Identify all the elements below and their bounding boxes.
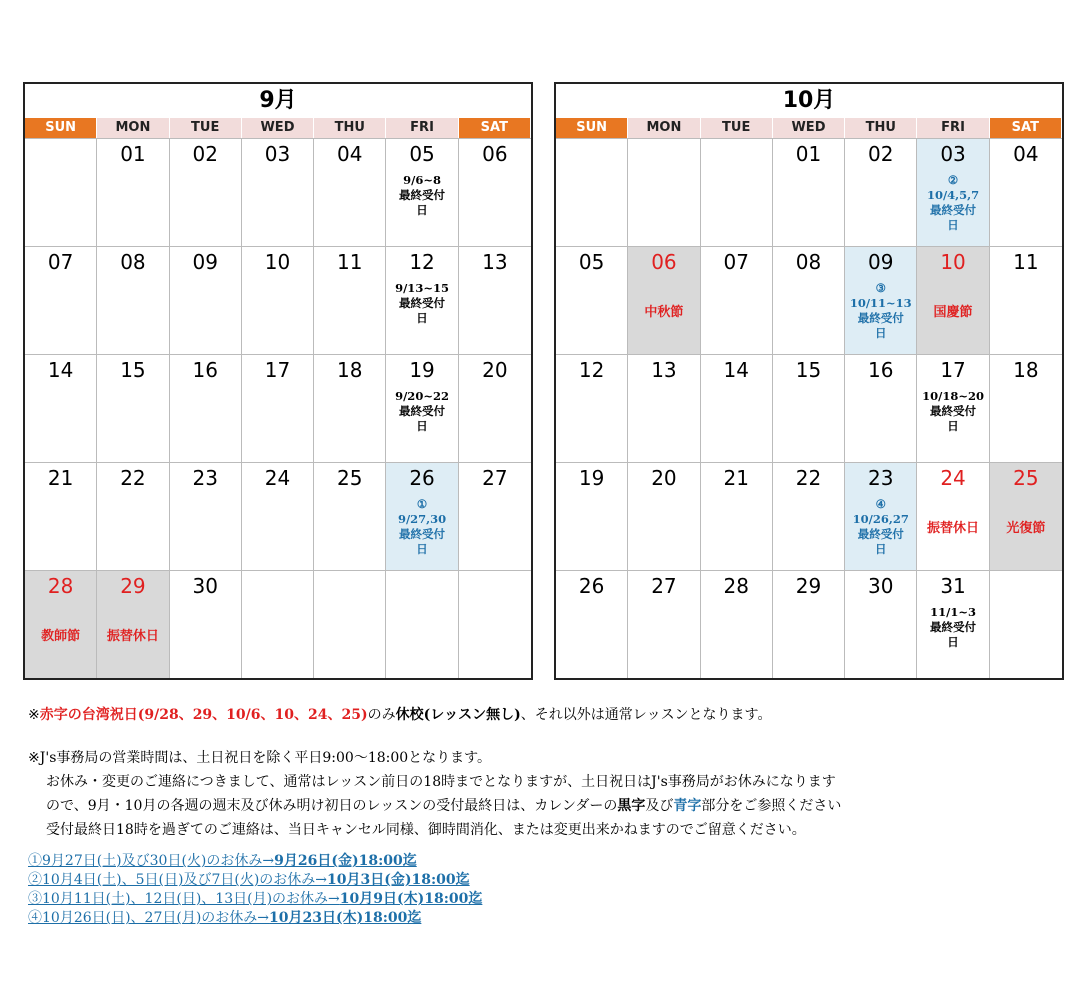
holiday-label: 振替休日 (927, 521, 980, 536)
day-cell (242, 355, 314, 462)
link-text: ②10月4日(土)、5日(日)及び7日(火)のお休み→ (28, 872, 328, 888)
day-cell (701, 463, 773, 570)
september-calendar (23, 82, 533, 680)
day-number: 04 (337, 142, 363, 166)
weekday-mon: MON (628, 118, 700, 138)
day-number: 26 (578, 574, 605, 598)
day-cell (845, 355, 917, 462)
weekday-wed: WED (242, 118, 314, 138)
weekday-thu: THU (845, 118, 917, 138)
calendar-grid (556, 138, 1062, 678)
day-number: 22 (120, 466, 146, 490)
day-number: 18 (337, 358, 363, 382)
weekday-wed: WED (773, 118, 845, 138)
day-number: 14 (47, 358, 74, 382)
holiday-label: 国慶節 (933, 305, 973, 320)
day-number: 30 (192, 574, 218, 598)
day-cell (459, 247, 531, 354)
day-cell (701, 355, 773, 462)
day-number: 25 (1013, 466, 1039, 490)
deadline-note: ④ 10/26,27 最終受付 日 (852, 497, 909, 556)
note-tail: 、それ以外は通常レッスンとなります。 (520, 707, 772, 723)
empty-cell (556, 139, 628, 246)
day-number: 02 (192, 142, 218, 166)
link-text: ①9月27日(土)及び30日(火)のお休み→ (28, 853, 275, 869)
day-number: 08 (120, 250, 146, 274)
weekday-tue: TUE (701, 118, 773, 138)
day-number: 11 (1013, 250, 1039, 274)
week-row (25, 138, 531, 246)
day-number: 09 (192, 250, 218, 274)
week-row (25, 570, 531, 678)
day-cell (97, 139, 169, 246)
day-number: 29 (120, 574, 146, 598)
office-line-2: お休み・変更のご連絡につきまして、通常はレッスン前日の18時までとなりますが、土日祝日はJ's事務局がお休みになります (46, 774, 836, 790)
week-row (556, 570, 1062, 678)
deadline-note: 9/20~22 最終受付 日 (395, 389, 449, 433)
day-number: 10 (940, 250, 966, 274)
day-cell (170, 355, 242, 462)
day-cell (990, 139, 1062, 246)
weekday-sun: SUN (556, 118, 628, 138)
day-cell (845, 571, 917, 678)
weekday-tue: TUE (170, 118, 242, 138)
day-cell (242, 247, 314, 354)
month-title: 9月 (259, 88, 297, 113)
day-number: 22 (795, 466, 822, 490)
day-cell (97, 355, 169, 462)
office-line-1: ※J's事務局の営業時間は、土日祝日を除く平日9:00～18:00となります。 (28, 750, 492, 766)
empty-cell (386, 571, 458, 678)
deadline-note: ① 9/27,30 最終受付 日 (397, 497, 447, 556)
deadline-note: 9/13~15 最終受付 日 (395, 281, 449, 325)
october-calendar (554, 82, 1064, 680)
day-cell (25, 355, 97, 462)
day-cell (386, 247, 458, 354)
week-row (25, 462, 531, 570)
day-cell (556, 463, 628, 570)
day-cell (386, 139, 458, 246)
day-cell (314, 463, 386, 570)
day-cell (773, 571, 845, 678)
day-cell (917, 247, 989, 354)
week-row (25, 354, 531, 462)
day-number: 05 (409, 142, 435, 166)
day-cell (628, 355, 700, 462)
day-cell (628, 247, 700, 354)
week-row (556, 462, 1062, 570)
weekday-sat: SAT (990, 118, 1062, 138)
day-number: 30 (868, 574, 894, 598)
day-cell (773, 355, 845, 462)
office-line-4: 受付最終日18時を過ぎてのご連絡は、当日キャンセル同様、御時間消化、または変更出来かねますのでご留意ください。 (46, 822, 806, 838)
day-cell (917, 355, 989, 462)
day-cell (459, 355, 531, 462)
weekday-header (25, 118, 531, 138)
holiday-label: 振替休日 (106, 629, 159, 644)
day-cell (556, 355, 628, 462)
day-number: 03 (940, 142, 966, 166)
day-cell (773, 139, 845, 246)
empty-cell (990, 571, 1062, 678)
link-text: ③10月11日(土)、12日(日)、13日(月)のお休み→ (28, 891, 340, 907)
weekday-mon: MON (97, 118, 169, 138)
holiday-label: 光復節 (1006, 521, 1046, 536)
day-number: 23 (868, 466, 894, 490)
day-number: 28 (47, 574, 74, 598)
day-cell (25, 463, 97, 570)
month-title: 10月 (782, 88, 836, 113)
day-number: 01 (795, 142, 822, 166)
day-cell (917, 463, 989, 570)
calendar-grid (25, 138, 531, 678)
empty-cell (242, 571, 314, 678)
day-cell (917, 139, 989, 246)
link-deadline: 10月9日(木)18:00迄 (339, 891, 483, 907)
day-number: 21 (723, 466, 749, 490)
note-mark: ※ (28, 707, 40, 723)
day-number: 01 (120, 142, 146, 166)
day-cell (990, 247, 1062, 354)
day-cell (386, 355, 458, 462)
day-cell (25, 571, 97, 678)
day-number: 18 (1013, 358, 1039, 382)
day-cell (314, 355, 386, 462)
day-number: 27 (651, 574, 677, 598)
day-number: 28 (723, 574, 749, 598)
day-number: 13 (651, 358, 677, 382)
day-number: 03 (264, 142, 291, 166)
day-number: 29 (795, 574, 822, 598)
day-cell (773, 247, 845, 354)
holiday-label: 教師節 (41, 629, 81, 644)
day-cell (25, 247, 97, 354)
office-line-3 (28, 794, 1068, 818)
day-cell (628, 463, 700, 570)
day-number: 19 (409, 358, 435, 382)
day-cell (170, 571, 242, 678)
black-text-label: 黒字 (617, 798, 646, 814)
office-hours-note (28, 746, 1068, 842)
day-number: 04 (1013, 142, 1039, 166)
deadline-note: ② 10/4,5,7 最終受付 日 (926, 173, 980, 232)
note-mid: のみ (367, 707, 396, 723)
day-number: 13 (482, 250, 508, 274)
deadline-note: 10/18~20 最終受付 日 (922, 389, 984, 433)
deadline-link-2[interactable] (28, 871, 1068, 890)
empty-cell (628, 139, 700, 246)
day-number: 15 (120, 358, 146, 382)
closed-text: 休校(レッスン無し) (395, 707, 521, 723)
day-number: 19 (578, 466, 605, 490)
office-line-3-a: ので、9月・10月の各週の週末及び休み明け初日のレッスンの受付最終日は、カレンダーの (46, 798, 618, 814)
deadline-link-1[interactable] (28, 852, 1068, 871)
link-deadline: 9月26日(金)18:00迄 (274, 853, 417, 869)
deadline-note: ③ 10/11~13 最終受付 日 (849, 281, 912, 340)
holiday-note (28, 704, 1068, 724)
day-cell (170, 139, 242, 246)
day-number: 09 (868, 250, 894, 274)
office-and: 及び (645, 798, 674, 814)
weekday-thu: THU (314, 118, 386, 138)
office-line-3-b: 部分をご参照ください (701, 798, 842, 814)
day-cell (97, 463, 169, 570)
deadline-link-4[interactable] (28, 909, 1068, 928)
weekday-header (556, 118, 1062, 138)
empty-cell (25, 139, 97, 246)
day-number: 31 (940, 574, 966, 598)
day-number: 21 (47, 466, 74, 490)
link-text: ④10月26日(日)、27日(月)のお休み→ (28, 910, 270, 926)
day-cell (170, 463, 242, 570)
day-number: 07 (723, 250, 749, 274)
day-cell (97, 247, 169, 354)
day-cell (556, 247, 628, 354)
day-cell (386, 463, 458, 570)
day-cell (459, 139, 531, 246)
week-row (556, 138, 1062, 246)
day-number: 12 (578, 358, 605, 382)
day-number: 17 (940, 358, 966, 382)
day-cell (242, 463, 314, 570)
day-number: 20 (482, 358, 508, 382)
day-number: 14 (723, 358, 749, 382)
day-number: 23 (192, 466, 218, 490)
day-number: 11 (337, 250, 363, 274)
day-cell (773, 463, 845, 570)
day-cell (990, 463, 1062, 570)
day-number: 20 (651, 466, 677, 490)
day-cell (845, 463, 917, 570)
day-number: 02 (868, 142, 894, 166)
day-cell (314, 247, 386, 354)
day-number: 15 (795, 358, 822, 382)
day-number: 06 (482, 142, 508, 166)
holiday-label: 中秋節 (644, 305, 684, 320)
weekday-sat: SAT (459, 118, 531, 138)
week-row (556, 246, 1062, 354)
weekday-fri: FRI (917, 118, 989, 138)
day-cell (170, 247, 242, 354)
day-number: 08 (795, 250, 822, 274)
week-row (556, 354, 1062, 462)
red-holidays-text: 赤字の台湾祝日(9/28、29、10/6、10、24、25) (39, 707, 368, 723)
day-cell (556, 571, 628, 678)
deadline-links (28, 852, 1068, 928)
deadline-note: 11/1~3 最終受付 日 (930, 605, 977, 649)
empty-cell (459, 571, 531, 678)
empty-cell (314, 571, 386, 678)
day-number: 12 (409, 250, 435, 274)
weekday-sun: SUN (25, 118, 97, 138)
day-number: 05 (578, 250, 605, 274)
day-number: 10 (264, 250, 291, 274)
day-cell (459, 463, 531, 570)
day-cell (917, 571, 989, 678)
day-number: 25 (337, 466, 363, 490)
day-number: 16 (192, 358, 218, 382)
day-cell (701, 247, 773, 354)
day-cell (845, 139, 917, 246)
day-number: 27 (482, 466, 508, 490)
link-deadline: 10月23日(木)18:00迄 (269, 910, 422, 926)
empty-cell (701, 139, 773, 246)
day-cell (845, 247, 917, 354)
weekday-fri: FRI (386, 118, 458, 138)
day-cell (628, 571, 700, 678)
blue-text-label: 青字 (673, 798, 702, 814)
link-deadline: 10月3日(金)18:00迄 (327, 872, 470, 888)
day-number: 06 (651, 250, 677, 274)
week-row (25, 246, 531, 354)
day-cell (314, 139, 386, 246)
day-cell (97, 571, 169, 678)
deadline-note: 9/6~8 最終受付 日 (399, 173, 446, 217)
day-cell (701, 571, 773, 678)
day-cell (242, 139, 314, 246)
day-number: 26 (409, 466, 435, 490)
deadline-link-3[interactable] (28, 890, 1068, 909)
day-cell (990, 355, 1062, 462)
day-number: 17 (264, 358, 291, 382)
day-number: 16 (868, 358, 894, 382)
day-number: 24 (264, 466, 291, 490)
day-number: 07 (47, 250, 74, 274)
day-number: 24 (940, 466, 966, 490)
